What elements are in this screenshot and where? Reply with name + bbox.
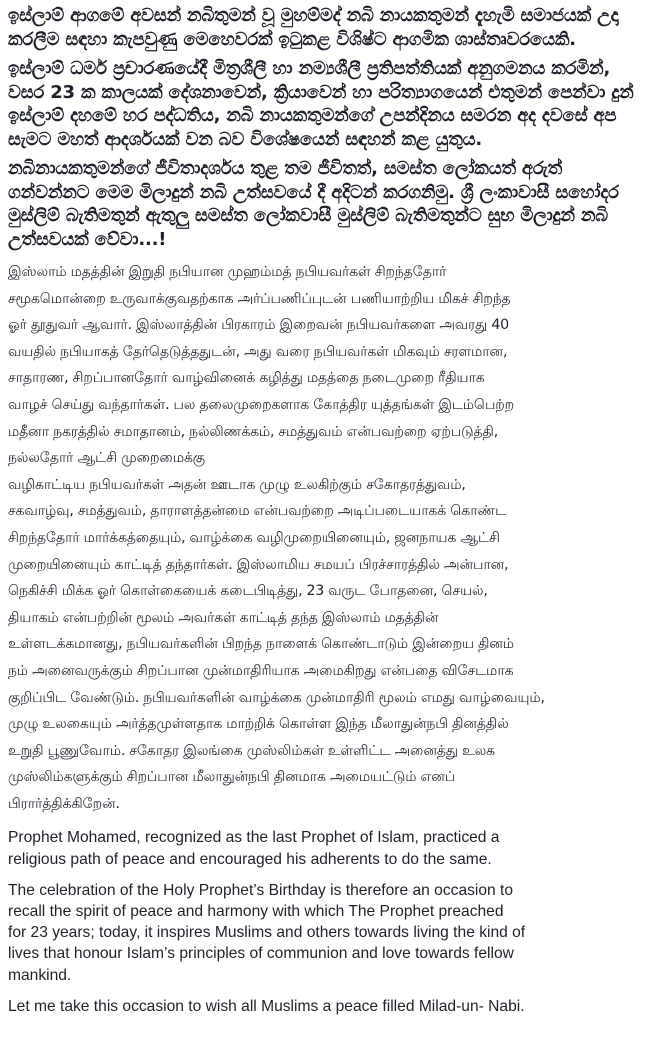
english-paragraph-1: Prophet Mohamed, recognized as the last Prophet of Islam, practiced a religious path of peace and encouraged his adherents to do the same. <box>8 829 500 868</box>
tamil-paragraph-2: வழிகாட்டிய நபியவர்கள் அதன் ஊடாக முழு உலகிற்கும் சகோதரத்துவம், சகவாழ்வு, சமத்துவம், தாராளத்தன்மை என்பவற்றை அடிப்படையாகக் கொண்ட சிறந்ததோர் மார்க்கத்தையும், வாழ்க்கை வழிமுறையினையும், ஜனநாயக ஆட்சி முறையினையும் காட்டித் தந்தார்கள். இஸ்லாமிய சமயப் பிரச்சாரத்தில் அன்பான, நெகிச்சி மிக்க ஓர் கொள்கையைக் கடைபிடித்து, 23 வருட போதனை, செயல், தியாகம் என்பற்றின் மூலம் அவர்கள் காட்டித் தந்த இஸ்லாம் மதத்தின் உள்ளடக்கமானது, நபியவர்களின் பிறந்த நாளைக் கொண்டாடும் இன்றைய தினம் நம் அனைவருக்கும் சிறப்பான முன்மாதிரியாக அமைகிறது என்பதை விசேடமாக குறிப்பிட வேண்டும். நபியவர்களின் வாழ்க்கை முன்மாதிரி மூலம் எமது வாழ்வையும், முழு உலகையும் அர்த்தமுள்ளதாக மாற்றிக் கொள்ள இந்த மீலாதுன்நபி தினத்தில் உறுதி பூணுவோம். சகோதர இலங்கை முஸ்லிம்கள் உள்ளிட்ட அனைத்து உலக முஸ்லிம்களுக்கும் சிறப்பான மீலாதுன்நபி தினமாக அமையட்டும் எனப் பிரார்த்திக்கிறேன். <box>8 476 545 812</box>
sinhala-paragraph-3: නබිනායකතුමන්ගේ ජීවිතාදර්ශය තුළ තම ජීවිතත්, සමස්ත ලෝකයත් අරුත් ගන්වන්නට මෙම මිලාදුන් නබි උත්සවයේ දී අදිටන් කරගනිමු. ශ්‍රී ලංකාවාසී සහෝදර මුස්ලිම් බැතිමතුන් ඇතුලු සමස්ත ලෝකවාසී මුස්ලිම් බැතිමතුන්ට සුභ මිලාදුන් නබි උත්සවයක් වේවා...! <box>8 158 619 250</box>
sinhala-message <box>8 4 646 251</box>
post-body <box>8 4 646 1027</box>
tamil-message <box>8 259 646 817</box>
english-paragraph-3: Let me take this occasion to wish all Muslims a peace filled Milad-un- Nabi. <box>8 997 525 1015</box>
english-message <box>8 827 646 1017</box>
english-paragraph-2: The celebration of the Holy Prophet’s Birthday is therefore an occasion to recall the spirit of peace and harmony with which The Prophet preached for 23 years; today, it inspires Muslims and others towards living the kind of lives that honour Islam’s principles of communion and love towards fellow mankind. <box>8 881 526 984</box>
tamil-paragraph-1: இஸ்லாம் மதத்தின் இறுதி நபியான முஹம்மத் நபியவர்கள் சிறந்ததோர் சமூகமொன்றை உருவாக்குவதற்காக அர்ப்பணிப்புடன் பணியாற்றிய மிகச் சிறந்த ஓர் தூதுவர் ஆவார். இஸ்லாத்தின் பிரகாரம் இறைவன் நபியவர்களை அவரது 40 வயதில் நபியாகத் தேர்தெடுத்ததுடன், அது வரை நபியவர்கள் மிகவும் சரளமான, சாதாரண, சிறப்பானதோர் வாழ்வினைக் கழித்து மதத்தை நடைமுறை ரீதியாக வாழச் செய்து வந்தார்கள். பல தலைமுறைகளாக கோத்திர யுத்தங்கள் இடம்பெற்ற மதீனா நகரத்தில் சமாதானம், நல்லிணக்கம், சமத்துவம் என்பவற்றை ஏற்படுத்தி, நல்லதோர் ஆட்சி முறைமைக்கு <box>8 264 514 467</box>
sinhala-paragraph-1: ඉස්ලාම් ආගමේ අවසන් නබිතුමන් වූ මුහම්මද් නබි නායකතුමන් දැහැමි සමාජයක් උදා කරලීම සඳහා කැපවුණු මෙහෙවරක් ඉටුකළ විශිෂ්ට ආගමික ශාස්තෘවරයෙකි. <box>8 5 619 50</box>
sinhala-paragraph-2: ඉස්ලාම් ධර්ම ප්‍රචාරණයේදී මිත්‍රශීලී හා නම්‍යශීලී ප්‍රතිපත්තියක් අනුගමනය කරමින්, වසර 23 ක කාලයක් දේශනාවෙන්, ක්‍රියාවෙන් හා පරිත්‍යාගයෙන් එතුමන් පෙන්වා දුන් ඉස්ලාම් දහමේ හර පද්ධතිය, නබි නායකතුමන්ගේ උපන්දිනය සමරන අද දවසේ අප සැමට මහත් ආදර්ශයක් වන බව විශේෂයෙන් සඳහන් කළ යුතුය. <box>8 58 634 150</box>
